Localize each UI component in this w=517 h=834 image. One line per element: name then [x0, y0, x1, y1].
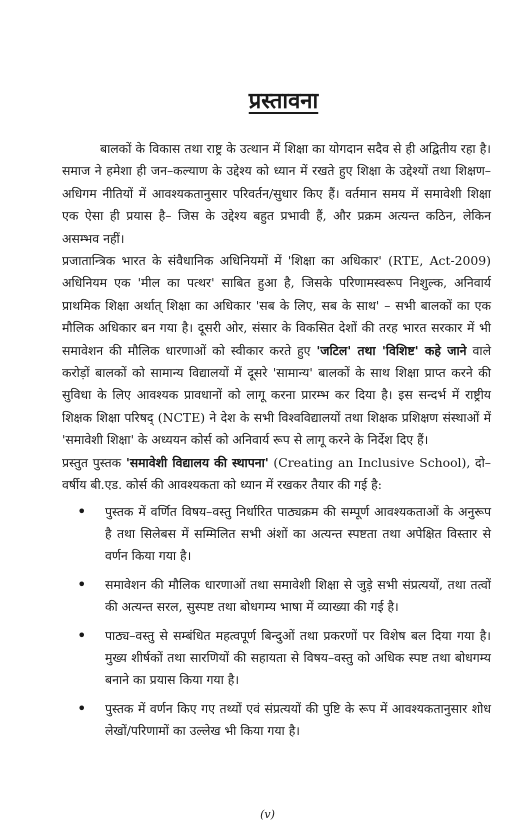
book-title: 'समावेशी विद्यालय की स्थापना': [125, 454, 269, 470]
page-number: (v): [260, 808, 275, 821]
paragraph-rte-part-1: प्रजातान्त्रिक भारत के संवैधानिक अधिनियमों में 'शिक्षा का अधिकार' (RTE, Act-2009) अधिनियम एक 'मील का पत्थर' साबित हुआ है, जिसके परिणामस्वरूप निशुल्क, अनिवार्य प्राथमिक शिक्षा अर्थात् शिक्षा का अधिकार 'सब के लिए, सब के साथ' – सभी बालकों का एक मौलिक अधिकार बन गया है। दूसरी ओर, संसार के विकसित देशों की तरह भारत सरकार में भी समावेशन की मौलिक धारणाओं को स्वीकार करते हुए: [62, 253, 491, 358]
paragraph-book-part-1: प्रस्तुत पुस्तक: [62, 454, 122, 470]
list-item: • पुस्तक में वर्णन किए गए तथ्यों एवं संप्रत्ययों की पुष्टि के रूप में आवश्यकतानुसार शोध लेखों/परिणामों का उल्लेख भी किया गया है।: [105, 698, 491, 743]
list-item: • पाठ्य–वस्तु से सम्बंधित महत्वपूर्ण बिन्दुओं तथा प्रकरणों पर विशेष बल दिया गया है। मुख्य शीर्षकों तथा सारणियों की सहायता से विषय–वस्तु को अधिक स्पष्ट तथा बोधगम्य बनाने का प्रयास किया गया है।: [105, 625, 491, 692]
paragraph-rte-part-2: वाले करोड़ों बालकों को सामान्य विद्यालयों में दूसरे 'सामान्य' बालकों के साथ शिक्षा प्राप्त करने की सुविधा के लिए आवश्यक प्रावधानों को लागू करना प्रारम्भ कर दिया है। इस सन्दर्भ में राष्ट्रीय शिक्षक शिक्षा परिषद् (NCTE) ने देश के सभी विश्वविद्यालयों तथा शिक्षक प्रशिक्षण संस्थाओं में 'समावेशी शिक्षा' के अध्ययन कोर्स को अनिवार्य रूप से लागू करने के निर्देश दिए हैं।: [62, 342, 491, 448]
body-text: [62, 138, 491, 743]
feature-list: [62, 501, 491, 743]
paragraph-rte: [62, 250, 491, 452]
paragraph-rte-emphasis: 'जटिल' तथा 'विशिष्ट' कहे जाने: [316, 342, 467, 358]
list-item: • पुस्तक में वर्णित विषय–वस्तु निर्धारित पाठ्यक्रम की सम्पूर्ण आवश्यकताओं के अनुरूप है तथा सिलेबस में सम्मिलित सभी अंशों का अत्यन्त स्पष्टता तथा अपेक्षित विस्तार से वर्णन किया गया है।: [105, 501, 491, 568]
page-title: प्रस्तावना: [248, 89, 319, 114]
paragraph-intro: बालकों के विकास तथा राष्ट्र के उत्थान में शिक्षा का योगदान सदैव से ही अद्वितीय रहा है। समाज ने हमेशा ही जन–कल्याण के उद्देश्य को ध्यान में रखते हुए शिक्षा के उद्देश्यों तथा शिक्षण–अधिगम नीतियों में आवश्यकतानुसार परिवर्तन/सुधार किए हैं। वर्तमान समय में समावेशी शिक्षा एक ऐसा ही प्रयास है– जिस के उद्देश्य बहुत प्रभावी हैं, और प्रक्रम अत्यन्त कठिन, लेकिन असम्भव नहीं।: [62, 141, 491, 246]
list-item: • समावेशन की मौलिक धारणाओं तथा समावेशी शिक्षा से जुड़े सभी संप्रत्ययों, तथा तत्वों की अत्यन्त सरल, सुस्पष्ट तथा बोधगम्य भाषा में व्याख्या की गई है।: [105, 574, 491, 619]
paragraph-book: [62, 452, 491, 497]
paragraph-book-part-2: (Creating an Inclusive School), दो–वर्षीय बी.एड. कोर्स की आवश्यकता को ध्यान में रखकर तैयार की गई है:: [62, 454, 491, 493]
